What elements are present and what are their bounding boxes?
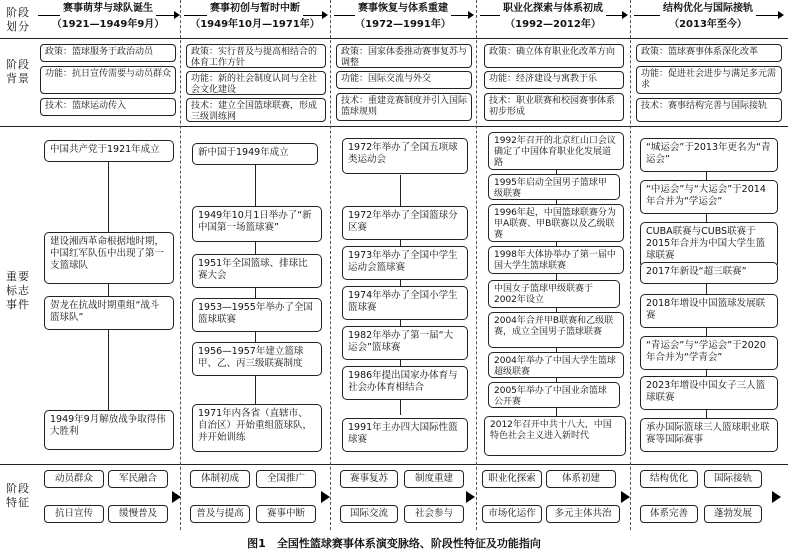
event-box: 2005年举办了中国业余篮球公开赛 (488, 382, 620, 408)
background-tech: 技术：重建竞赛制度并引入国际篮球规则 (336, 93, 472, 121)
event-box: 1996年起，中国篮球联赛分为甲A联赛、甲B联赛以及乙级联赛 (488, 204, 624, 242)
phase-title-4: 职业化探索与体系初成 （1992—2012年） (480, 2, 626, 36)
event-box: CUBA联赛与CUBS联赛于2015年合并为中国大学生篮球联赛 (640, 222, 778, 268)
row-label-features: 阶段特征 (6, 482, 30, 509)
feature-tag: 缓慢普及 (108, 505, 168, 523)
arrow-right-icon (468, 11, 474, 19)
feature-tag: 国际交流 (340, 505, 398, 523)
feature-tag: 普及与提高 (190, 505, 250, 523)
phase-title-2: 赛事初创与暂时中断 （1949年10月—1971年） (184, 2, 326, 36)
figure-caption: 图1 全国性篮球赛事体系演变脉络、阶段性特征及功能指向 (247, 537, 541, 550)
event-box: 2004年合并甲B联赛和乙级联赛，成立全国男子篮球联赛 (488, 312, 624, 348)
col-divider-4 (630, 0, 631, 530)
event-box: 1973年举办了全国中学生运动会篮球赛 (342, 246, 468, 280)
event-box: 建设湘西革命根据地时期，中国红军队伍中出现了第一支篮球队 (44, 232, 174, 284)
phase-title-5: 结构优化与国际接轨 （2013年至今） (634, 2, 782, 36)
background-function: 功能：新的社会制度认同与全社会文化建设 (186, 71, 326, 95)
feature-tag: 制度重建 (404, 470, 464, 488)
feature-tag: 国际接轨 (704, 470, 762, 488)
background-function: 功能：经济建设与寓教于乐 (484, 71, 624, 89)
background-function: 功能：国际交流与外交 (336, 71, 472, 89)
event-box: 2017年新设“超三联赛” (640, 262, 778, 284)
arrow-right-icon (466, 491, 475, 503)
divider-events (0, 464, 788, 465)
col-divider-3 (476, 0, 477, 530)
background-policy: 政策：确立体育职业化改革方向 (484, 44, 624, 68)
event-box: 新中国于1949年成立 (192, 143, 318, 165)
feature-tag: 多元主体共治 (546, 505, 620, 523)
feature-tag: 抗日宣传 (44, 505, 104, 523)
event-box: “青运会”与“学运会”于2020年合并为“学青会” (640, 336, 778, 370)
col-divider-1 (180, 0, 181, 530)
event-box: 贺龙在抗战时期重组“战斗篮球队” (44, 296, 174, 330)
arrow-right-icon (322, 11, 328, 19)
event-box: 1949年10月1日举办了“新中国第一场篮球赛” (192, 206, 322, 242)
row-label-background: 阶段背景 (6, 58, 30, 85)
event-box: 1972年举办了全国五项球类运动会 (342, 138, 468, 174)
background-policy: 政策：篮球服务于政治动员 (40, 44, 176, 62)
divider-background (0, 126, 788, 127)
feature-tag: 动员群众 (44, 470, 104, 488)
phase-title-3: 赛事恢复与体系重建 （1972—1991年） (334, 2, 472, 36)
divider-stage (0, 38, 788, 39)
row-label-events: 重要标志事件 (6, 270, 30, 311)
event-box: 1998年大体协举办了第一届中国大学生篮球联赛 (488, 246, 624, 274)
event-box: 2012年召开中共十八大，中国特色社会主义进入新时代 (484, 416, 626, 456)
feature-tag: 赛事复苏 (340, 470, 398, 488)
event-box: 1986年提出国家办体育与社会办体育相结合 (342, 366, 468, 400)
event-box: 1953—1955年举办了全国篮球联赛 (192, 298, 322, 332)
background-function: 功能：促进社会进步与满足多元需求 (636, 66, 782, 94)
arrow-right-icon (772, 491, 781, 503)
background-tech: 技术：赛事结构完善与国际接轨 (636, 98, 782, 122)
background-policy: 政策：国家体委推动赛事复苏与调整 (336, 44, 472, 68)
event-box: 中国女子篮球甲级联赛于2002年设立 (488, 280, 620, 308)
feature-tag: 军民融合 (108, 470, 168, 488)
event-box: 1972年举办了全国篮球分区赛 (342, 206, 468, 240)
feature-tag: 结构优化 (640, 470, 698, 488)
event-box: 2018年增设中国篮球发展联赛 (640, 294, 778, 328)
event-box: 1982年举办了第一届“大运会”篮球赛 (342, 326, 468, 360)
feature-tag: 体制初成 (190, 470, 250, 488)
event-box: 1951年全国篮球、排球比赛大会 (192, 254, 322, 288)
event-box: 2004年举办了中国大学生篮球超级联赛 (488, 352, 624, 378)
background-tech: 技术：篮球运动传入 (40, 98, 176, 116)
event-box: 2023年增设中国女子三人篮球联赛 (640, 376, 778, 410)
feature-tag: 全国推广 (256, 470, 316, 488)
feature-tag: 职业化探索 (482, 470, 542, 488)
event-box: 中国共产党于1921年成立 (44, 140, 174, 162)
feature-tag: 蓬勃发展 (704, 505, 762, 523)
event-box: 承办国际篮球三人篮球职业联赛等国际赛事 (640, 418, 778, 452)
event-box: “城运会”于2013年更名为“青运会” (640, 138, 778, 172)
feature-tag: 体系初建 (546, 470, 616, 488)
feature-tag: 社会参与 (404, 505, 464, 523)
arrow-right-icon (622, 11, 628, 19)
background-policy: 政策：实行普及与提高相结合的体育工作方针 (186, 44, 326, 68)
background-tech: 技术：职业联赛和校园赛事体系初步形成 (484, 93, 624, 121)
arrow-right-icon (174, 11, 180, 19)
event-box: 1995年启动全国男子篮球甲级联赛 (488, 174, 620, 200)
event-box: 1956—1957年建立篮球甲、乙、丙三级联赛制度 (192, 342, 322, 376)
arrow-right-icon (172, 491, 181, 503)
event-box: “中运会”与“大运会”于2014年合并为“学运会” (640, 180, 778, 214)
event-box: 1974年举办了全国小学生篮球赛 (342, 286, 468, 320)
feature-tag: 体系完善 (640, 505, 698, 523)
col-divider-2 (330, 0, 331, 530)
arrow-right-icon (621, 491, 630, 503)
feature-tag: 市场化运作 (482, 505, 542, 523)
event-box: 1992年召开的北京红山口会议确定了中国体育职业化发展道路 (488, 132, 624, 170)
arrow-right-icon (321, 491, 330, 503)
event-box: 1991年主办四大国际性篮球赛 (342, 418, 468, 452)
event-box: 1949年9月解放战争取得伟大胜利 (44, 410, 174, 450)
phase-title-1: 赛事萌芽与球队诞生 （1921—1949年9月） (38, 2, 178, 36)
background-function: 功能：抗日宣传需要与动员群众 (40, 66, 176, 94)
arrow-right-icon (778, 11, 784, 19)
event-box: 1971年内各省（直辖市、自治区）开始重组篮球队，并开始训练 (192, 404, 322, 452)
background-tech: 技术：建立全国篮球联赛，形成三级训练网 (186, 98, 326, 122)
row-label-stage: 阶段划分 (6, 6, 30, 33)
feature-tag: 赛事中断 (256, 505, 316, 523)
background-policy: 政策：篮球赛事体系深化改革 (636, 44, 782, 62)
